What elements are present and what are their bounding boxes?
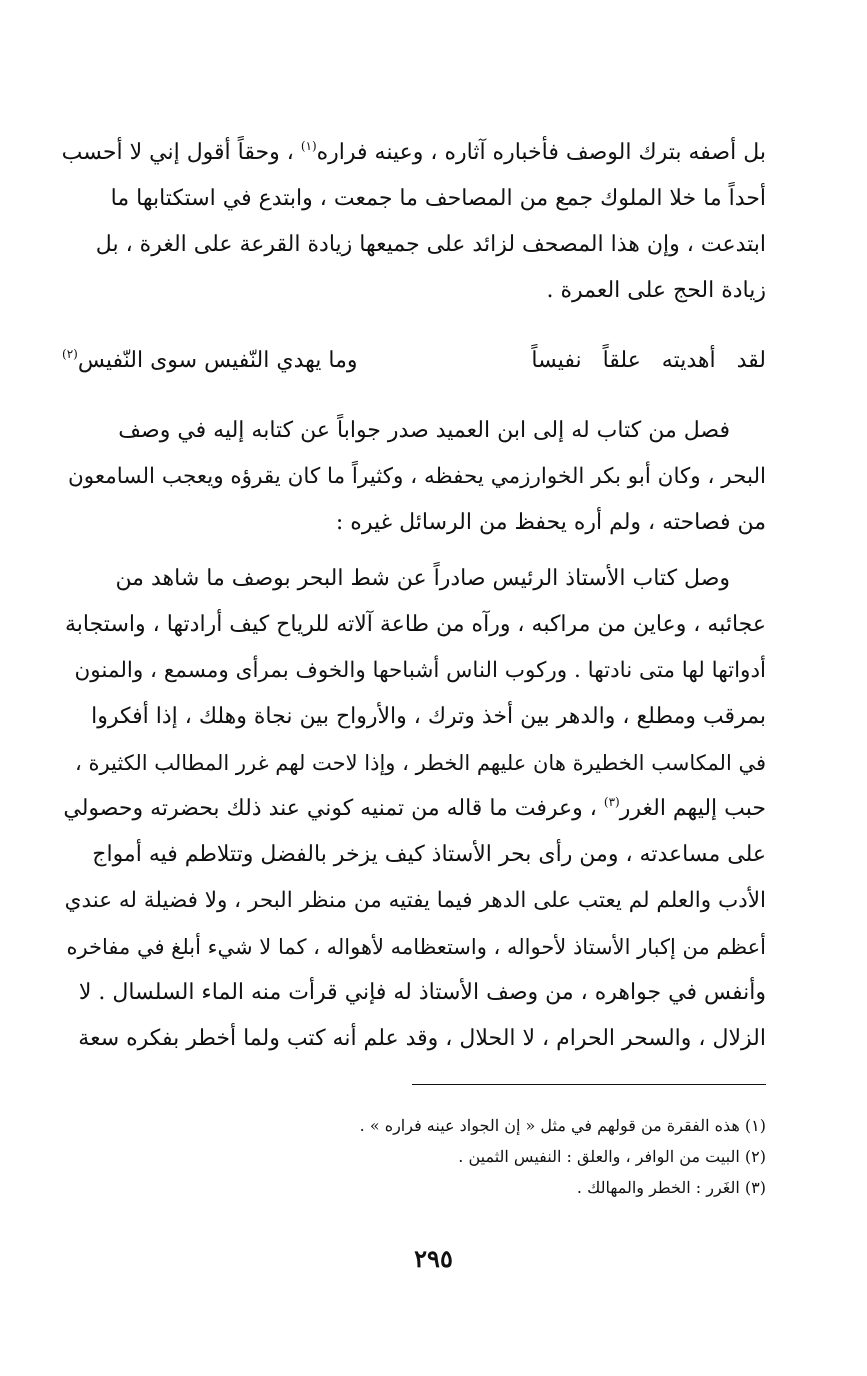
text-segment: ، وعرفت ما قاله من تمنيه كوني عند ذلك بحضرته وحصولي (63, 796, 604, 821)
text-line (62, 786, 766, 832)
footnotes (62, 1110, 766, 1203)
footnote-3: (٣) الغَرر : الخطر والمهالك . (576, 1178, 766, 1197)
poem-verse (62, 338, 766, 384)
footnote-ref-2: (٢) (62, 347, 78, 361)
footnote-2: (٢) البيت من الوافر ، والعلق : النفيس الثمين . (458, 1147, 766, 1166)
paragraph-3 (62, 556, 766, 1062)
footnote-1: (١) هذه الفقرة من قولهم في مثل « إن الجواد عينه فراره » . (359, 1116, 766, 1135)
footnote-ref-1: (١) (300, 139, 317, 153)
text-segment: ، وحقاً أقول إني لا أحسب (62, 140, 301, 165)
text-line: الأدب والعلم لم يعتب على الدهر فيما يفتيه من منظر البحر ، ولا فضيلة له عندي (64, 888, 766, 913)
text-line: الزلال ، والسحر الحرام ، لا الحلال ، وقد علم أنه كتب ولما أخطر بفكره سعة (78, 1026, 766, 1051)
text-line: البحر ، وكان أبو بكر الخوارزمي يحفظه ، وكثيراً ما كان يقرؤه ويعجب السامعون (67, 464, 766, 489)
text-line (62, 130, 766, 176)
text-line: أحداً ما خلا الملوك جمع من المصاحف ما جمعت ، وابتدع في استكتابها ما (110, 186, 766, 211)
text-line: وأنفس في جواهره ، من وصف الأستاذ له فإني قرأت منه الماء السلسال . لا (78, 980, 766, 1005)
paragraph-1 (62, 130, 766, 314)
text-segment: حبب إليهم الغرر (619, 796, 766, 821)
page-number: ٢٩٥ (414, 1244, 453, 1273)
footnote-divider (412, 1084, 766, 1085)
paragraph-2 (62, 408, 766, 546)
text-line: في المكاسب الخطيرة هان عليهم الخطر ، وإذا لاحت لهم غرر المطالب الكثيرة ، (75, 751, 766, 775)
text-line: أعظم من إكبار الأستاذ لأحواله ، واستعظامه لأهواله ، كما لا شيء أبلغ في مفاخره (66, 935, 766, 959)
text-segment: وما يهدي النّفيس سوى النّفيس (77, 348, 358, 373)
text-line: زيادة الحج على العمرة . (546, 278, 766, 303)
text-line: فصل من كتاب له إلى ابن العميد صدر جواباً عن كتابه إليه في وصف (118, 418, 730, 443)
text-line: أدواتها لها متى نادتها . وركوب الناس أشباحها والخوف بمرأى ومسمع ، والمنون (74, 658, 766, 683)
text-segment: بل أصفه بترك الوصف فأخباره آثاره ، وعينه فراره (316, 140, 766, 165)
text-line: عجائبه ، وعاين من مراكبه ، ورآه من طاعة آلاته للرياح كيف أرادتها ، واستجابة (64, 612, 766, 637)
verse-first-hemistich: لقد أهديته علقاً نفيساً (531, 348, 766, 373)
text-line: بمرقب ومطلع ، والدهر بين أخذ وترك ، والأرواح بين نجاة وهلك ، إذا أفكروا (91, 704, 766, 729)
verse-second-hemistich (62, 338, 358, 384)
text-line: من فصاحته ، ولم أره يحفظ من الرسائل غيره : (335, 510, 766, 535)
text-line: على مساعدته ، ومن رأى بحر الأستاذ كيف يزخر بالفضل وتتلاطم فيه أمواج (92, 842, 766, 867)
footnote-ref-3: (٣) (603, 795, 620, 809)
text-line: وصل كتاب الأستاذ الرئيس صادراً عن شط البحر بوصف ما شاهد من (115, 566, 730, 591)
text-line: ابتدعت ، وإن هذا المصحف لزائد على جميعها زيادة القرعة على الغرة ، بل (95, 232, 766, 257)
